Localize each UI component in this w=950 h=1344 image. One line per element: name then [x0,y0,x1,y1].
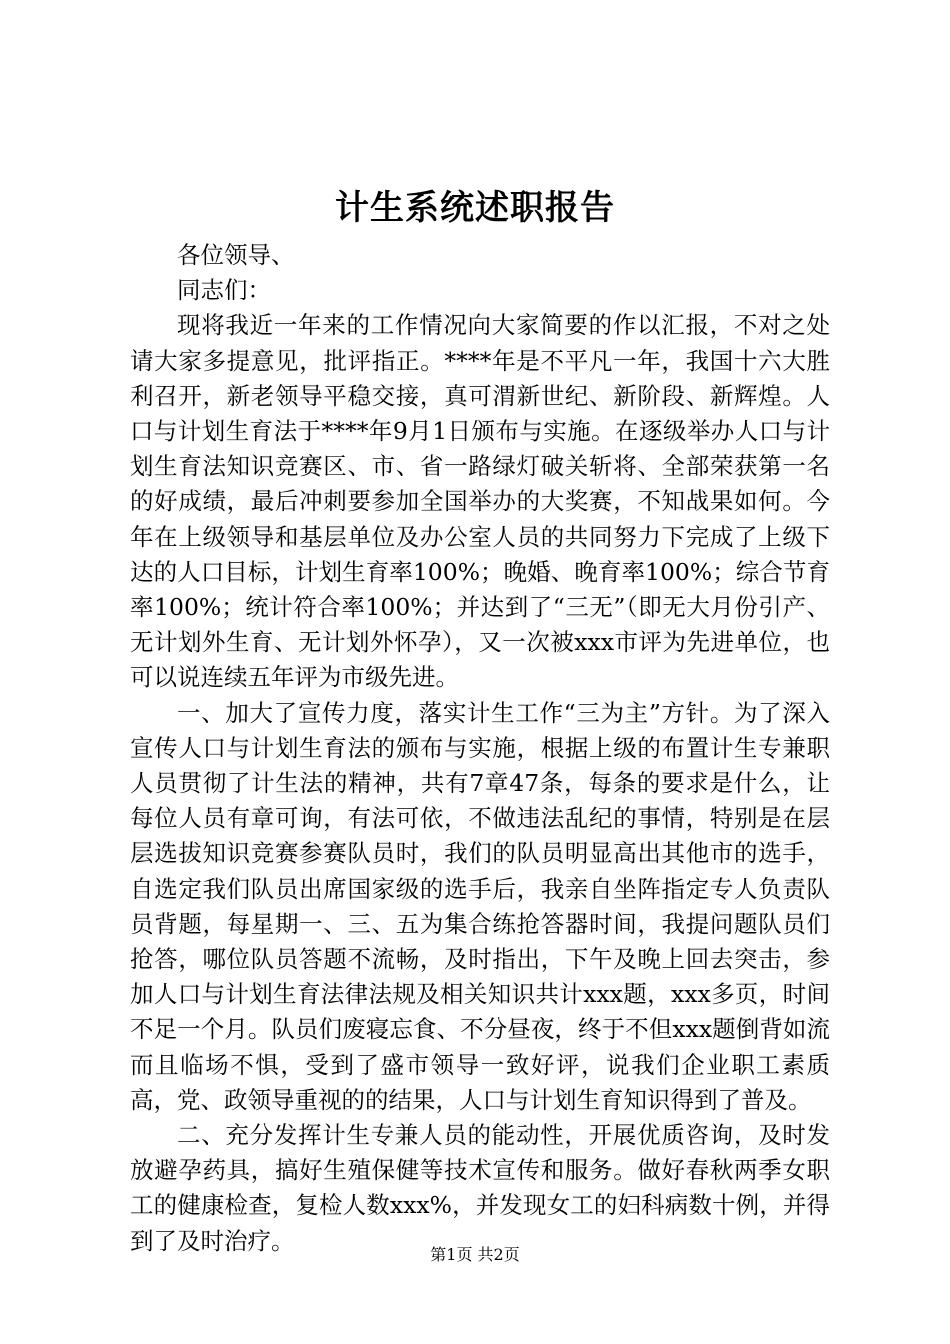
document-title: 计生系统述职报告 [335,188,615,228]
document-body [130,238,830,1259]
body-paragraph: 一、加大了宣传力度，落实计生工作“三为主”方针。为了深入宣传人口与计划生育法的颁布与实施，根据上级的布置计生专兼职人员贯彻了计生法的精神，共有7章47条，每条的要求是什么，让每位人员有章可询，有法可依，不做违法乱纪的事情，特别是在层层选拔知识竞赛参赛队员时，我们的队员明显高出其他市的选手，自选定我们队员出席国家级的选手后，我亲自坐阵指定专人负责队员背题，每星期一、三、五为集合练抢答器时间，我提问题队员们抢答，哪位队员答题不流畅，及时指出，下午及晚上回去突击，参加人口与计划生育法律法规及相关知识共计xxx题，xxx多页，时间不足一个月。队员们废寝忘食、不分昼夜，终于不但xxx题倒背如流而且临场不惧，受到了盛市领导一致好评，说我们企业职工素质高，党、政领导重视的的结果，人口与计划生育知识得到了普及。 [130,698,830,1114]
greeting-line: 同志们： [177,276,271,305]
body-paragraph: 二、充分发挥计生专兼人员的能动性，开展优质咨询，及时发放避孕药具，搞好生殖保健等技术宣传和服务。做好春秋两季女职工的健康检查，复检人数xxx%，并发现女工的妇科病数十例，并得到了及时治疗。 [130,1121,830,1255]
greeting-line: 各位领导、 [177,241,295,269]
page-footer: 第1页 共2页 [430,1245,520,1264]
body-paragraph: 现将我近一年来的工作情况向大家简要的作以汇报，不对之处请大家多提意见，批评指正。****年是不平凡一年，我国十六大胜利召开，新老领导平稳交接，真可渭新世纪、新阶段、新辉煌。人口与计划生育法于****年9月1日颁布与实施。在逐级举办人口与计划生育法知识竞赛区、市、省一路绿灯破关斩将、全部荣获第一名的好成绩，最后冲刺要参加全国举办的大奖赛，不知战果如何。今年在上级领导和基层单位及办公室人员的共同努力下完成了上级下达的人口目标，计划生育率100%；晚婚、晚育率100%；综合节育率100%；统计符合率100%；并达到了“三无”（即无大月份引产、无计划外生育、无计划外怀孕），又一次被xxx市评为先进单位，也可以说连续五年评为市级先进。 [130,311,830,692]
